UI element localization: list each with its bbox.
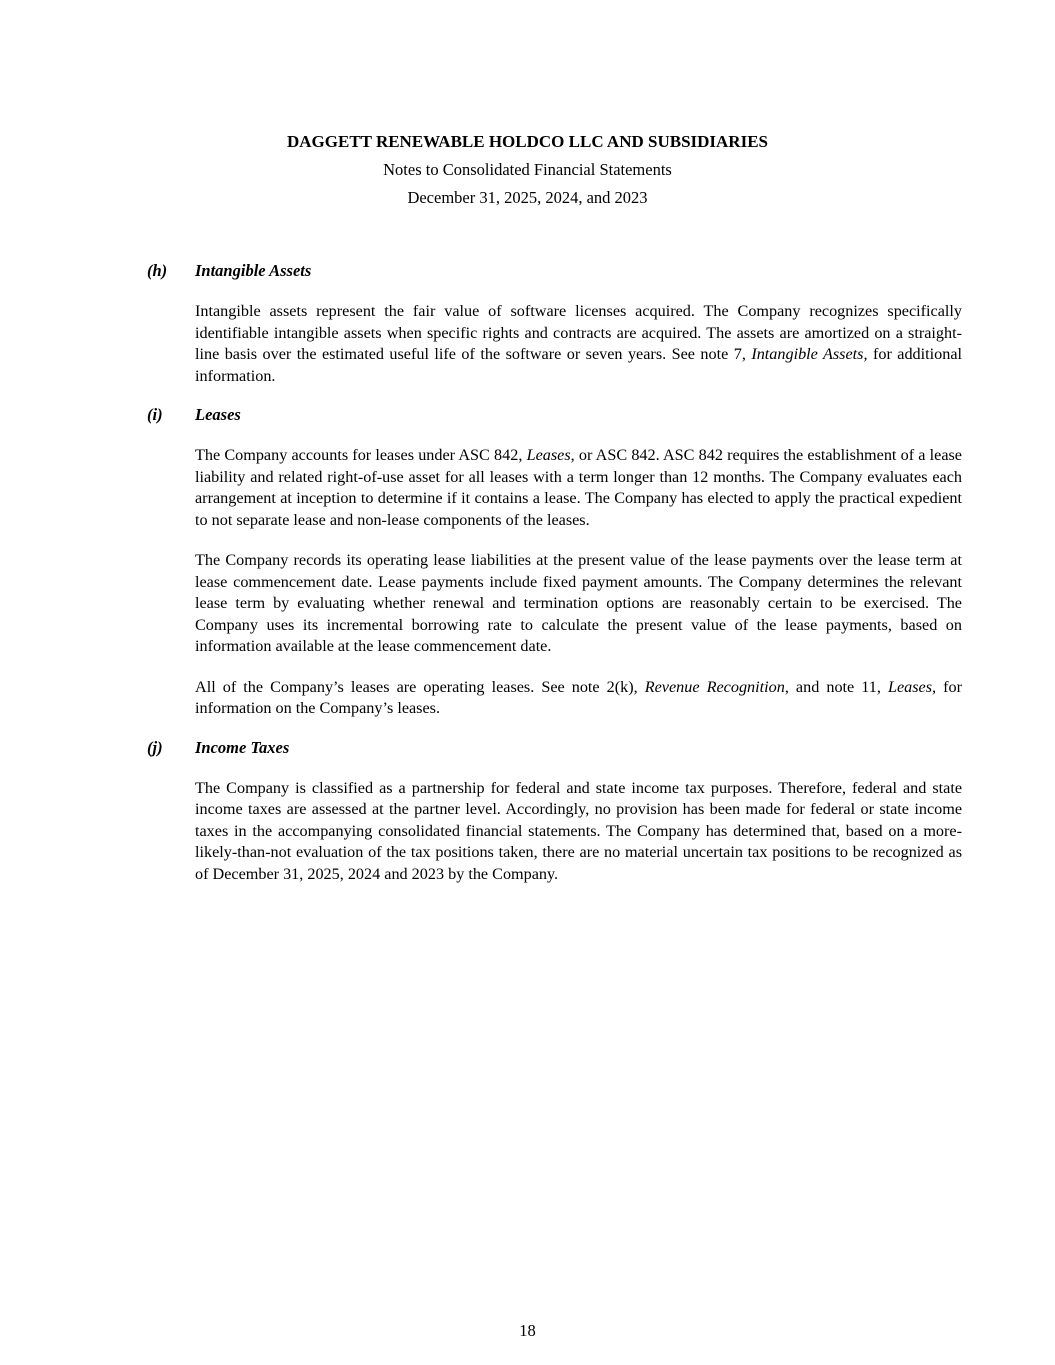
text-run-italic: Intangible Assets, — [751, 345, 868, 363]
section-intangible-assets — [147, 262, 962, 387]
section-heading: Leases — [195, 405, 241, 424]
section-heading: Income Taxes — [195, 737, 290, 757]
document-body — [0, 262, 1055, 885]
text-run: for additional information. — [195, 345, 963, 385]
text-run: The Company is classified as a partnership for federal and state income tax purposes. Therefore, federal and state income taxes are assessed at the partner level. Accordingly, no provision has been made for federal or state income taxes in the accompanying consolidated financial statements. The Company has determined that, based on a more-likely-than-not evaluation of the tax positions taken, there are no material uncertain tax positions to be recognized as of December 31, 2025, 2024 and 2023 by the Company. — [195, 778, 962, 883]
section-label: (j) — [147, 737, 163, 757]
paragraph — [195, 301, 962, 387]
document-date-line: December 31, 2025, 2024, and 2023 — [407, 188, 648, 207]
text-run: for information on the Company’s leases. — [195, 677, 963, 717]
document-header — [0, 0, 1055, 212]
section-heading-row — [147, 406, 962, 424]
section-income-taxes — [147, 739, 962, 886]
text-run-italic: Leases — [526, 446, 571, 464]
page-number: 18 — [519, 1321, 536, 1340]
section-leases — [147, 406, 962, 720]
section-body — [147, 445, 962, 720]
text-run: Intangible assets represent the fair value of software licenses acquired. The Company recognizes specifically identifiable intangible assets when specific rights and contracts are acquired. The assets are amortized on a straight-line basis over the estimated useful life of the software or seven years. See note 7, — [195, 302, 962, 363]
text-run: The Company records its operating lease liabilities at the present value of the lease payments over the lease term at lease commencement date. Lease payments include fixed payment amounts. The Company determines the relevant lease term by evaluating whether renewal and termination options are reasonably certain to be exercised. The Company uses its incremental borrowing rate to calculate the present value of the lease payments, based on information available at the lease commencement date. — [195, 551, 962, 655]
text-run: All of the Company’s leases are operating leases. See note 2(k), — [195, 677, 645, 696]
document-title: DAGGETT RENEWABLE HOLDCO LLC AND SUBSIDIARIES — [286, 132, 768, 151]
section-heading-row — [147, 262, 962, 280]
text-run-italic: Leases, — [887, 677, 937, 696]
text-run: , and note 11, — [784, 677, 888, 696]
section-label: (h) — [147, 261, 168, 280]
section-label: (i) — [147, 405, 163, 424]
section-body — [147, 301, 962, 387]
section-heading: Intangible Assets — [195, 261, 312, 280]
text-run: The Company accounts for leases under ASC 842, — [195, 446, 527, 464]
paragraph — [195, 550, 962, 658]
document-subtitle: Notes to Consolidated Financial Statements — [383, 160, 672, 179]
text-run-italic: Revenue Recognition — [644, 677, 785, 696]
section-body — [147, 778, 962, 886]
paragraph — [195, 778, 962, 886]
paragraph — [195, 445, 962, 531]
section-heading-row — [147, 739, 962, 757]
paragraph — [195, 677, 962, 720]
text-run: , or ASC 842. ASC 842 requires the establishment of a lease liability and related right-of-use asset for all leases with a term longer than 12 months. The Company evaluates each arrangement at inception to determine if it contains a lease. The Company has elected to apply the practical expedient to not separate lease and non-lease components of the leases. — [195, 446, 962, 529]
